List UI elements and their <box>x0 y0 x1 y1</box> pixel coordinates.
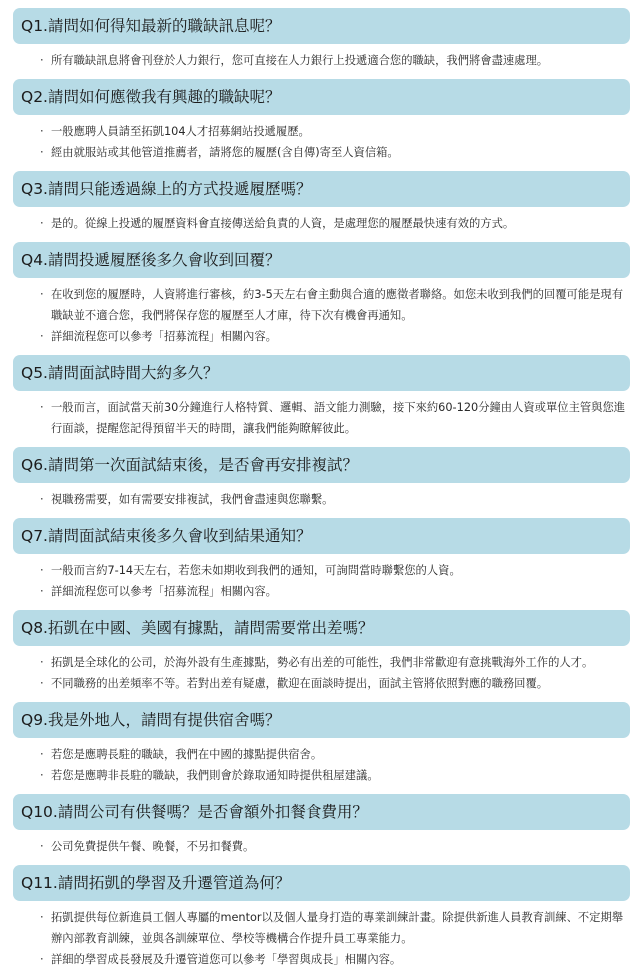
faq-question: Q10.請問公司有供餐嗎？是否會額外扣餐食費用？ <box>13 794 630 830</box>
faq-question: Q6.請問第一次面試結束後，是否會再安排複試？ <box>13 447 630 483</box>
faq-answer-text: 若您是應聘長駐的職缺，我們在中國的據點提供宿舍。 <box>51 748 323 761</box>
faq-answer-text: 拓凱提供每位新進員工個人專屬的mentor以及個人量身打造的專業訓練計畫。除提供新進人員教育訓練、不定期舉辦內部教育訓練，並與各訓練單位、學校等機構合作提升員工專業能力。 <box>51 911 624 945</box>
bullet-dot-icon: · <box>40 769 44 782</box>
faq-answers <box>13 278 630 355</box>
faq-question: Q3.請問只能透過線上的方式投遞履歷嗎？ <box>13 171 630 207</box>
bullet-dot-icon: · <box>40 330 44 343</box>
faq-item <box>13 610 630 702</box>
faq-question: Q1.請問如何得知最新的職缺訊息呢？ <box>13 8 630 44</box>
bullet-dot-icon: · <box>40 125 44 138</box>
faq-item <box>13 171 630 242</box>
bullet-dot-icon: · <box>40 493 44 506</box>
faq-answer <box>13 213 630 234</box>
faq-answer <box>13 673 630 694</box>
faq-answer <box>13 284 630 326</box>
faq-answer <box>13 489 630 510</box>
faq-answers <box>13 391 630 447</box>
faq-answer-text: 經由就服站或其他管道推薦者，請將您的履歷(含自傳)寄至人資信箱。 <box>51 146 399 159</box>
bullet-dot-icon: · <box>40 146 44 159</box>
faq-answer-text: 詳細流程您可以參考「招募流程」相關內容。 <box>51 330 277 343</box>
faq-answers <box>13 483 630 518</box>
faq-answer <box>13 50 630 71</box>
faq-item <box>13 447 630 518</box>
faq-question: Q4.請問投遞履歷後多久會收到回覆？ <box>13 242 630 278</box>
faq-answer-text: 在收到您的履歷時，人資將進行審核，約3-5天左右會主動與合適的應徵者聯絡。如您未收到我們的回覆可能是現有職缺並不適合您，我們將保存您的履歷至人才庫，待下次有機會再通知。 <box>51 288 624 322</box>
faq-answer <box>13 765 630 786</box>
faq-answers <box>13 115 630 171</box>
faq-item <box>13 355 630 447</box>
faq-question: Q2.請問如何應徵我有興趣的職缺呢？ <box>13 79 630 115</box>
faq-answers <box>13 646 630 702</box>
bullet-dot-icon: · <box>40 401 44 414</box>
faq-answer <box>13 652 630 673</box>
faq-question: Q9.我是外地人，請問有提供宿舍嗎？ <box>13 702 630 738</box>
faq-answer-text: 若您是應聘非長駐的職缺，我們則會於錄取通知時提供租屋建議。 <box>51 769 379 782</box>
bullet-dot-icon: · <box>40 911 44 924</box>
faq-answer <box>13 581 630 602</box>
faq-answer <box>13 744 630 765</box>
faq-answer <box>13 397 630 439</box>
faq-answer <box>13 326 630 347</box>
bullet-dot-icon: · <box>40 564 44 577</box>
bullet-dot-icon: · <box>40 585 44 598</box>
faq-question: Q11.請問拓凱的學習及升遷管道為何？ <box>13 865 630 901</box>
faq-answer <box>13 560 630 581</box>
faq-answers <box>13 901 630 978</box>
faq-answer-text: 所有職缺訊息將會刊登於人力銀行，您可直接在人力銀行上投遞適合您的職缺，我們將會盡速處理。 <box>51 54 549 67</box>
bullet-dot-icon: · <box>40 288 44 301</box>
faq-answer-text: 一般應聘人員請至拓凱104人才招募網站投遞履歷。 <box>51 125 310 138</box>
faq-answer <box>13 836 630 857</box>
faq-answer-text: 詳細的學習成長發展及升遷管道您可以參考「學習與成長」相關內容。 <box>51 953 402 966</box>
bullet-dot-icon: · <box>40 953 44 966</box>
faq-item <box>13 702 630 794</box>
faq-answer-text: 詳細流程您可以參考「招募流程」相關內容。 <box>51 585 277 598</box>
faq-answer-text: 視職務需要，如有需要安排複試，我們會盡速與您聯繫。 <box>51 493 334 506</box>
bullet-dot-icon: · <box>40 656 44 669</box>
faq-item <box>13 794 630 865</box>
bullet-dot-icon: · <box>40 217 44 230</box>
faq-question: Q8.拓凱在中國、美國有據點，請問需要常出差嗎？ <box>13 610 630 646</box>
faq-answers <box>13 44 630 79</box>
faq-question: Q5.請問面試時間大約多久？ <box>13 355 630 391</box>
faq-answer <box>13 907 630 949</box>
faq-answer <box>13 121 630 142</box>
bullet-dot-icon: · <box>40 677 44 690</box>
faq-item <box>13 518 630 610</box>
faq-item <box>13 8 630 79</box>
faq-answer-text: 公司免費提供午餐、晚餐，不另扣餐費。 <box>51 840 255 853</box>
faq-answers <box>13 738 630 794</box>
faq-answer-text: 一般而言，面試當天前30分鐘進行人格特質、邏輯、語文能力測驗，接下來約60-120分鐘由人資或單位主管與您進行面談，提醒您記得預留半天的時間，讓我們能夠瞭解彼此。 <box>51 401 626 435</box>
faq-question: Q7.請問面試結束後多久會收到結果通知？ <box>13 518 630 554</box>
faq-answer <box>13 142 630 163</box>
bullet-dot-icon: · <box>40 840 44 853</box>
faq-answer-text: 不同職務的出差頻率不等。若對出差有疑慮，歡迎在面談時提出，面試主管將依照對應的職務回覆。 <box>51 677 549 690</box>
faq-answers <box>13 830 630 865</box>
faq-answer-text: 一般而言約7-14天左右，若您未如期收到我們的通知，可詢問當時聯繫您的人資。 <box>51 564 461 577</box>
faq-item <box>13 79 630 171</box>
faq-answer-text: 拓凱是全球化的公司，於海外設有生產據點，勢必有出差的可能性，我們非常歡迎有意挑戰海外工作的人才。 <box>51 656 594 669</box>
faq-item <box>13 865 630 978</box>
faq-item <box>13 242 630 355</box>
bullet-dot-icon: · <box>40 748 44 761</box>
faq-answer <box>13 949 630 970</box>
faq-answers <box>13 554 630 610</box>
faq-answers <box>13 207 630 242</box>
faq-answer-text: 是的。從線上投遞的履歷資料會直接傳送給負責的人資，是處理您的履歷最快速有效的方式。 <box>51 217 515 230</box>
bullet-dot-icon: · <box>40 54 44 67</box>
